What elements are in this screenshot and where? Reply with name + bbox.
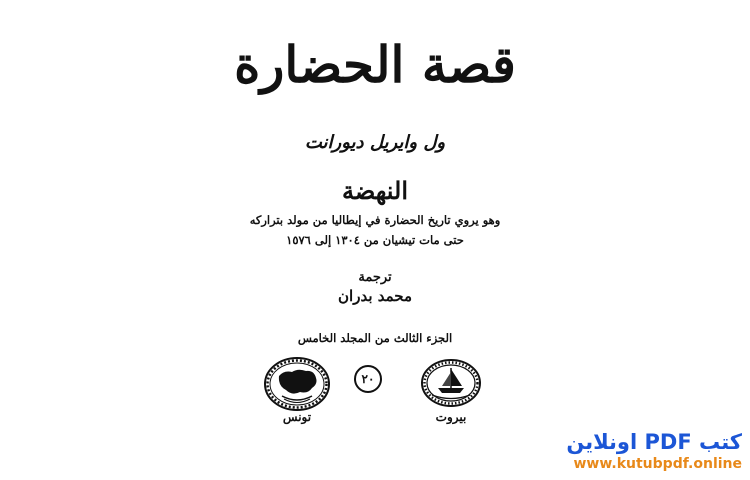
right-publisher-ship-seal-icon — [420, 358, 482, 408]
volume-subtitle: النهضة — [342, 176, 408, 205]
translator-name: محمد بدران — [338, 287, 412, 305]
volume-note: الجزء الثالث من المجلد الخامس — [297, 331, 453, 345]
left-publisher-seal-icon — [262, 356, 332, 414]
book-title: قصة الحضارة — [234, 35, 516, 94]
description-line-2: حتى مات تيشيان من ١٣٠٤ إلى ١٥٧٦ — [286, 233, 464, 247]
volume-number-badge: ٢٠ — [354, 365, 382, 393]
translator-label: ترجمة — [358, 270, 392, 285]
author-name: ول وايريل ديورانت — [304, 132, 446, 153]
watermark-url[interactable]: www.kutubpdf.online — [573, 456, 742, 472]
watermark-title: كتب PDF اونلاين — [566, 430, 742, 454]
left-publisher-city: تونس — [282, 410, 312, 424]
description-line-1: وهو يروي تاريخ الحضارة في إيطاليا من مولد بتراركه — [249, 213, 501, 227]
right-publisher-city: بيروت — [435, 410, 467, 424]
